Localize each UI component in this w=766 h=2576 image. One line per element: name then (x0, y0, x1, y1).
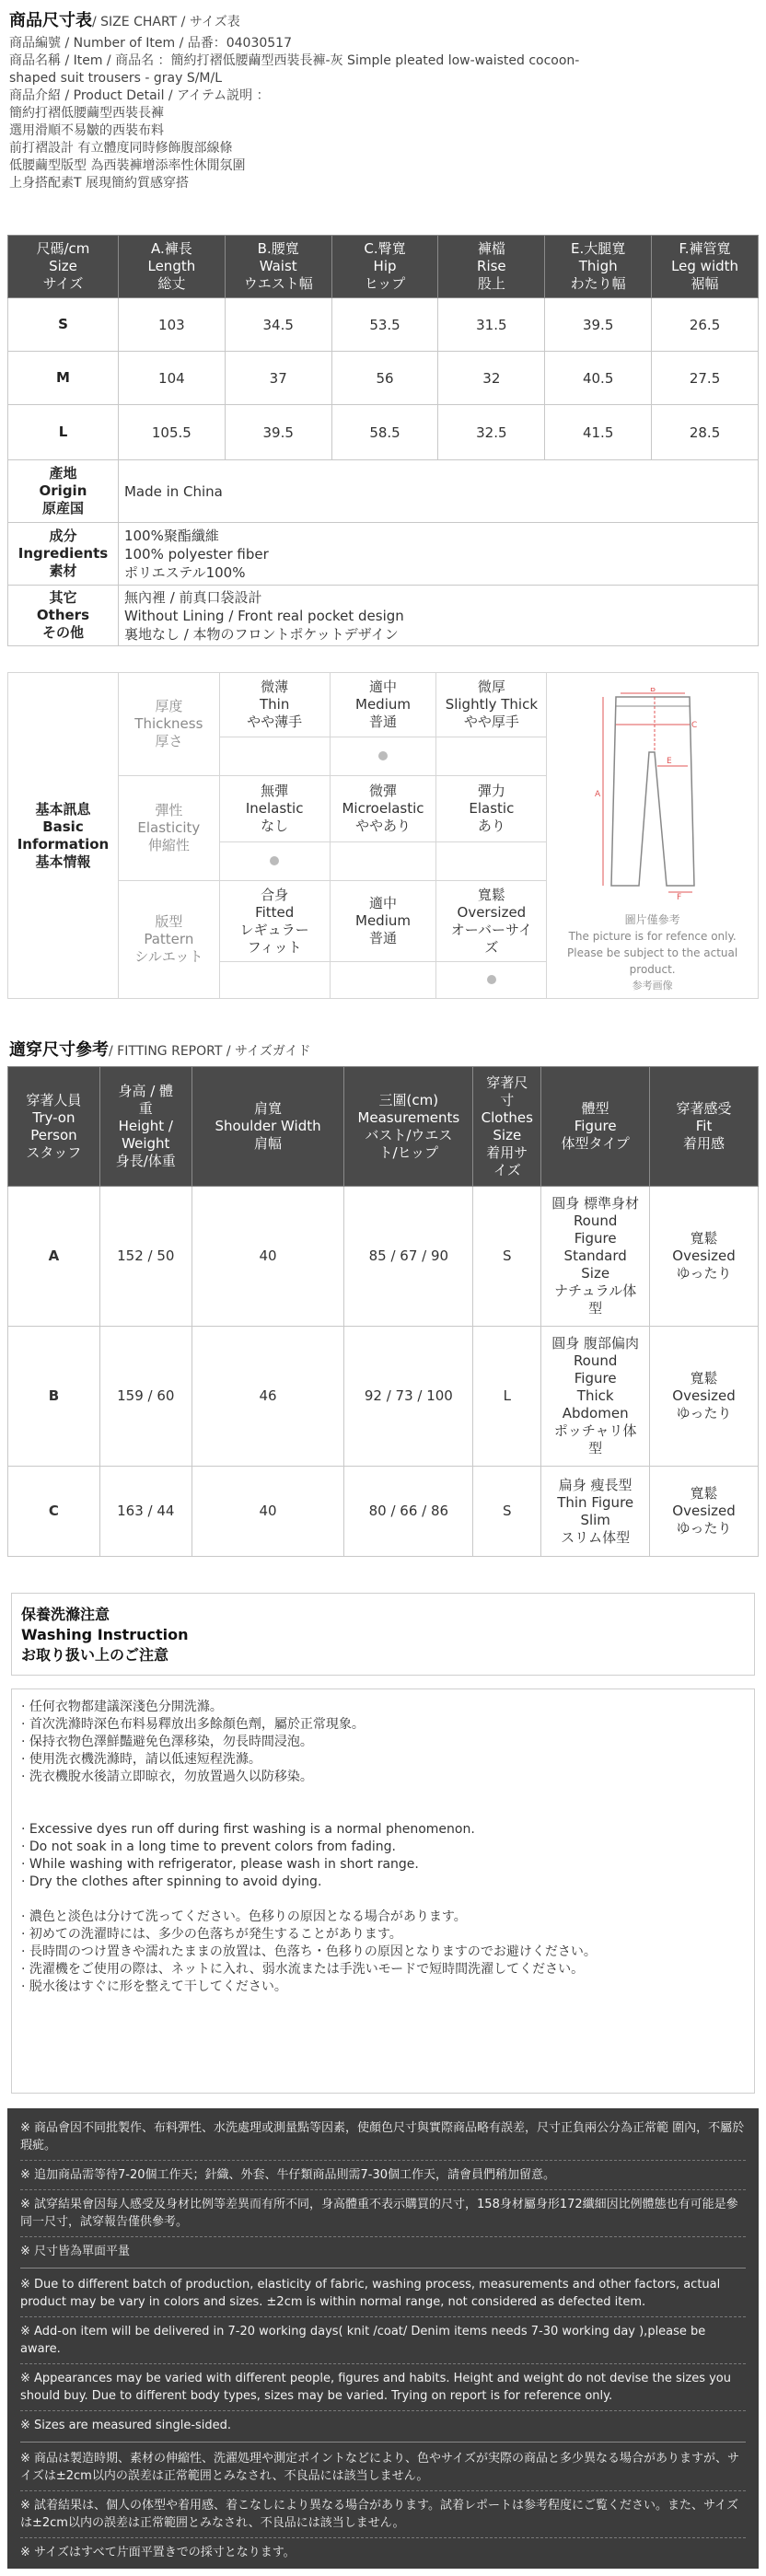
diagram-label-f: F (676, 893, 681, 899)
figure-col-header: 體型 Figure 体型タイプ (541, 1067, 650, 1187)
table-cell: 92 / 73 / 100 (344, 1327, 473, 1467)
meta-line: 簡約打褶低腰繭型西裝長褲 (9, 106, 164, 121)
pattern-option: 寬鬆 Oversized オーバーサイ ズ (436, 881, 547, 962)
notes-panel (7, 2108, 759, 2569)
wash-line: · 洗衣機脫水後請立即晾衣，勿放置過久以防移染。 (21, 1770, 313, 1784)
fit-col-header: 穿著感受 Fit 着用感 (650, 1067, 759, 1187)
pattern-slot-1 (330, 962, 436, 999)
thickness-slot-1 (330, 737, 436, 776)
thigh-col-header: E.大腿寬 Thigh わたり幅 (545, 236, 652, 298)
thickness-slot-2 (436, 737, 547, 776)
elasticity-label: 彈性 Elasticity 伸縮性 (118, 776, 219, 881)
selected-dot (487, 975, 496, 984)
table-cell: 37 (225, 352, 331, 405)
basic-info-table (7, 672, 759, 999)
fitting-title: 適穿尺寸參考 (9, 1040, 109, 1060)
wash-line: · 使用洗衣機洗滌時，請以低速短程洗滌。 (21, 1752, 261, 1767)
wash-line: · 脱水後はすぐに形を整えて干してください。 (21, 1979, 287, 1994)
trousers-diagram (588, 688, 717, 899)
table-cell: L (473, 1327, 541, 1467)
table-cell: S (473, 1187, 541, 1327)
table-cell: 159 / 60 (99, 1327, 192, 1467)
product-meta (9, 35, 766, 192)
leg-width-col-header: F.褲管寬 Leg width 裾幅 (652, 236, 759, 298)
wash-line: · 長時間のつけ置きや濡れたままの放置は、色落ち・色移りの原因となりますのでお避けください。 (21, 1944, 597, 1959)
thickness-option: 微薄 Thin やや薄手 (219, 673, 330, 737)
wash-line: · 初めての洗濯時には、多少の色落ちが発生することがあります。 (21, 1927, 402, 1942)
diagram-label-a: A (594, 790, 600, 799)
table-row (8, 405, 759, 460)
table-cell: 34.5 (225, 298, 331, 352)
table-cell: 39.5 (225, 405, 331, 460)
washing-instructions (11, 1688, 755, 2094)
length-col-header: A.褲長 Length 総丈 (118, 236, 225, 298)
size-label: L (8, 405, 119, 460)
page-subtitle: / SIZE CHART / サイズ表 (92, 15, 240, 29)
table-row (8, 352, 759, 405)
fitting-table (7, 1066, 759, 1557)
wash-line: · 首次洗滌時深色布料易釋放出多餘顏色劑，屬於正常現象。 (21, 1717, 365, 1732)
table-cell: 32.5 (438, 405, 545, 460)
meta-line: 低腰繭型版型 為西裝褲增添率性休閒氛圍 (9, 158, 246, 173)
diagram-caption: 圖片僅參考 The picture is for refence only. Please be subject to the actual product. 参考画像 (567, 913, 738, 992)
table-cell: 103 (118, 298, 225, 352)
note-item: ※ 商品は製造時期、素材の伸縮性、洗濯処理や測定ポイントなどにより、色やサイズが実際の商品と多少異なる場合がありますが、サイズは±2cm以内の誤差は正常範囲とみなされ、不良品には該当しません。 (20, 2452, 739, 2483)
measurements-col-header: 三圍(cm) Measurements バスト/ウエス ト/ヒップ (344, 1067, 473, 1187)
pattern-option: 適中 Medium 普通 (330, 881, 436, 962)
size-col-header: 尺碼/cm Size サイズ (8, 236, 119, 298)
thickness-slot-0 (219, 737, 330, 776)
ingredients-value: 100%聚酯纖維 100% polyester fiber ポリエステル100% (118, 523, 758, 586)
table-cell: 40 (192, 1187, 344, 1327)
hip-col-header: C.臀寬 Hip ヒップ (331, 236, 438, 298)
wash-line: · Excessive dyes run off during first washing is a normal phenomenon. (21, 1822, 475, 1837)
table-cell: 58.5 (331, 405, 438, 460)
page-title: 商品尺寸表/ SIZE CHART / サイズ表 (9, 11, 240, 30)
table-cell: 53.5 (331, 298, 438, 352)
person-cell: B (8, 1327, 100, 1467)
thickness-label: 厚度 Thickness 厚さ (118, 673, 219, 776)
table-cell: 27.5 (652, 352, 759, 405)
fitting-table-header (8, 1067, 759, 1187)
waist-col-header: B.腰寬 Waist ウエスト幅 (225, 236, 331, 298)
person-cell: A (8, 1187, 100, 1327)
table-cell: 39.5 (545, 298, 652, 352)
elasticity-option: 彈力 Elastic あり (436, 776, 547, 842)
table-cell: 26.5 (652, 298, 759, 352)
pattern-slot-2 (436, 962, 547, 999)
ingredients-label: 成分 Ingredients 素材 (8, 523, 119, 586)
others-row (8, 586, 759, 646)
meta-line: 商品介紹 / Product Detail / アイテム説明 ： (9, 88, 270, 103)
pattern-slot-0 (219, 962, 330, 999)
clothes-size-col-header: 穿著尺 寸 Clothes Size 着用サ イズ (473, 1067, 541, 1187)
height-weight-col-header: 身高 / 體 重 Height / Weight 身長/体重 (99, 1067, 192, 1187)
shoulder-col-header: 肩寬 Shoulder Width 肩幅 (192, 1067, 344, 1187)
table-cell: 80 / 66 / 86 (344, 1467, 473, 1557)
wash-line: · 任何衣物都建議深淺色分開洗滌。 (21, 1700, 223, 1714)
note-item: ※ 試着結果は、個人の体型や着用感、着こなしにより異なる場合があります。試着レポートは参考程度にご覧ください。また、サイズは±2cm以内の誤差は正常範囲とみなされ、不良品には該当しません。 (20, 2499, 738, 2530)
trousers-diagram-cell (547, 673, 759, 999)
elasticity-slot-1 (330, 842, 436, 881)
pattern-label: 版型 Pattern シルエット (118, 881, 219, 999)
fit-cell: 寬鬆 Ovesized ゆったり (650, 1327, 759, 1467)
elasticity-option: 微彈 Microelastic ややあり (330, 776, 436, 842)
table-cell: 163 / 44 (99, 1467, 192, 1557)
wash-line: · Do not soak in a long time to prevent colors from fading. (21, 1839, 396, 1854)
washing-title-box (11, 1593, 755, 1676)
washing-title-ja: お取り扱い上のご注意 (21, 1646, 169, 1664)
meta-line: shaped suit trousers - gray S/M/L (9, 71, 223, 86)
wash-line: · 濃色と淡色は分けて洗ってください。色移りの原因となる場合があります。 (21, 1909, 467, 1924)
figure-cell: 圓身 標準身材 Round Figure Standard Size ナチュラル体 型 (541, 1187, 650, 1327)
figure-cell: 圓身 腹部偏肉 Round Figure Thick Abdomen ポッチャリ体 型 (541, 1327, 650, 1467)
table-row (8, 1187, 759, 1327)
meta-line: 上身搭配素T 展現簡約質感穿搭 (9, 176, 190, 191)
table-cell: 46 (192, 1327, 344, 1467)
wash-line: · While washing with refrigerator, please wash in short range. (21, 1857, 419, 1872)
fitting-subtitle: / FITTING REPORT / サイズガイド (109, 1044, 311, 1059)
ingredients-row (8, 523, 759, 586)
meta-line: 選用滑順不易皺的西裝布料 (9, 123, 164, 138)
wash-line: · 洗濯機をご使用の際は、ネットに入れ、弱水流または手洗いモードで短時間洗濯してください。 (21, 1962, 585, 1977)
note-item: ※ 尺寸皆為單面平量 (20, 2245, 131, 2258)
thickness-option: 適中 Medium 普通 (330, 673, 436, 737)
washing-title-zh: 保養洗滌注意 (21, 1606, 110, 1623)
note-item: ※ Add-on item will be delivered in 7-20 working days( knit /coat/ Denim items needs 7-30 working day ),please be aware. (20, 2325, 706, 2356)
table-cell: 28.5 (652, 405, 759, 460)
table-cell: 40 (192, 1467, 344, 1557)
note-item: ※ Appearances may be varied with different people, figures and habits. Height and weight do not devise the sizes you should buy. Due to different body types, sizes may be varied. Trying on report is for reference only. (20, 2372, 731, 2403)
size-label: S (8, 298, 119, 352)
washing-title-en: Washing Instruction (21, 1626, 189, 1643)
table-row (8, 298, 759, 352)
others-label: 其它 Others その他 (8, 586, 119, 646)
table-cell: S (473, 1467, 541, 1557)
meta-line: 商品編號 / Number of Item / 品番：04030517 (9, 36, 292, 51)
person-col-header: 穿著人員 Try-on Person スタッフ (8, 1067, 100, 1187)
fitting-header (9, 1037, 766, 1061)
diagram-label-b: B (649, 688, 656, 694)
fit-cell: 寬鬆 Ovesized ゆったり (650, 1187, 759, 1327)
table-row (8, 1467, 759, 1557)
figure-cell: 扁身 瘦長型 Thin Figure Slim スリム体型 (541, 1467, 650, 1557)
note-item: ※ 追加商品需等待7-20個工作天；針織、外套、牛仔類商品則需7-30個工作天，請會員們稍加留意。 (20, 2168, 556, 2182)
note-item: ※ 試穿結果會因每人感受及身材比例等差異而有所不同，身高體重不表示購買的尺寸，158身材屬身形172纖細因比例體態也有可能是參同一尺寸，試穿報告僅供參考。 (20, 2198, 738, 2229)
table-cell: 40.5 (545, 352, 652, 405)
table-cell: 56 (331, 352, 438, 405)
table-cell: 41.5 (545, 405, 652, 460)
meta-line: 商品名稱 / Item / 商品名 ：簡約打褶低腰繭型西裝長褲-灰 Simple pleated low-waisted cocoon- (9, 53, 580, 68)
table-row (8, 1327, 759, 1467)
elasticity-option: 無彈 Inelastic なし (219, 776, 330, 842)
wash-line: · 保持衣物色澤鮮豔避免色澤移染，勿長時間浸泡。 (21, 1735, 313, 1749)
table-cell: 104 (118, 352, 225, 405)
size-chart-header (9, 7, 766, 192)
table-cell: 152 / 50 (99, 1187, 192, 1327)
size-table (7, 235, 759, 646)
thickness-option: 微厚 Slightly Thick やや厚手 (436, 673, 547, 737)
table-cell: 31.5 (438, 298, 545, 352)
size-table-header (8, 236, 759, 298)
note-item: ※ 商品會因不同批製作、布料彈性、水洗處理或測量點等因素，使顏色尺寸與實際商品略有誤差，尺寸正負兩公分為正常範 圍內，不屬於瑕疵。 (20, 2121, 745, 2152)
note-item: ※ Sizes are measured single-sided. (20, 2419, 232, 2432)
meta-line: 前打褶設計 有立體度同時修飾腹部線條 (9, 141, 233, 156)
diagram-label-e: E (666, 757, 672, 766)
origin-value: Made in China (118, 460, 758, 523)
note-item: ※ サイズはすべて片面平置きでの採寸となります。 (20, 2546, 296, 2559)
rise-col-header: 褲檔 Rise 股上 (438, 236, 545, 298)
wash-line: · Dry the clothes after spinning to avoid dying. (21, 1874, 322, 1889)
origin-row (8, 460, 759, 523)
note-item: ※ Due to different batch of production, elasticity of fabric, washing process, measurements and other factors, actual product may be vary in colors and sizes. ±2cm is within normal range, not considered as defected item. (20, 2278, 721, 2309)
selected-dot (270, 856, 279, 865)
elasticity-slot-2 (436, 842, 547, 881)
person-cell: C (8, 1467, 100, 1557)
elasticity-slot-0 (219, 842, 330, 881)
diagram-label-c: C (691, 721, 697, 730)
basic-info-label: 基本訊息 Basic Information 基本情報 (8, 673, 119, 999)
table-cell: 105.5 (118, 405, 225, 460)
fit-cell: 寬鬆 Ovesized ゆったり (650, 1467, 759, 1557)
selected-dot (378, 751, 388, 760)
origin-label: 產地 Origin 原産国 (8, 460, 119, 523)
size-label: M (8, 352, 119, 405)
table-cell: 85 / 67 / 90 (344, 1187, 473, 1327)
others-value: 無內裡 / 前真口袋設計 Without Lining / Front real pocket design 裏地なし / 本物のフロントポケットデザイン (118, 586, 758, 646)
pattern-option: 合身 Fitted レギュラー フィット (219, 881, 330, 962)
table-cell: 32 (438, 352, 545, 405)
